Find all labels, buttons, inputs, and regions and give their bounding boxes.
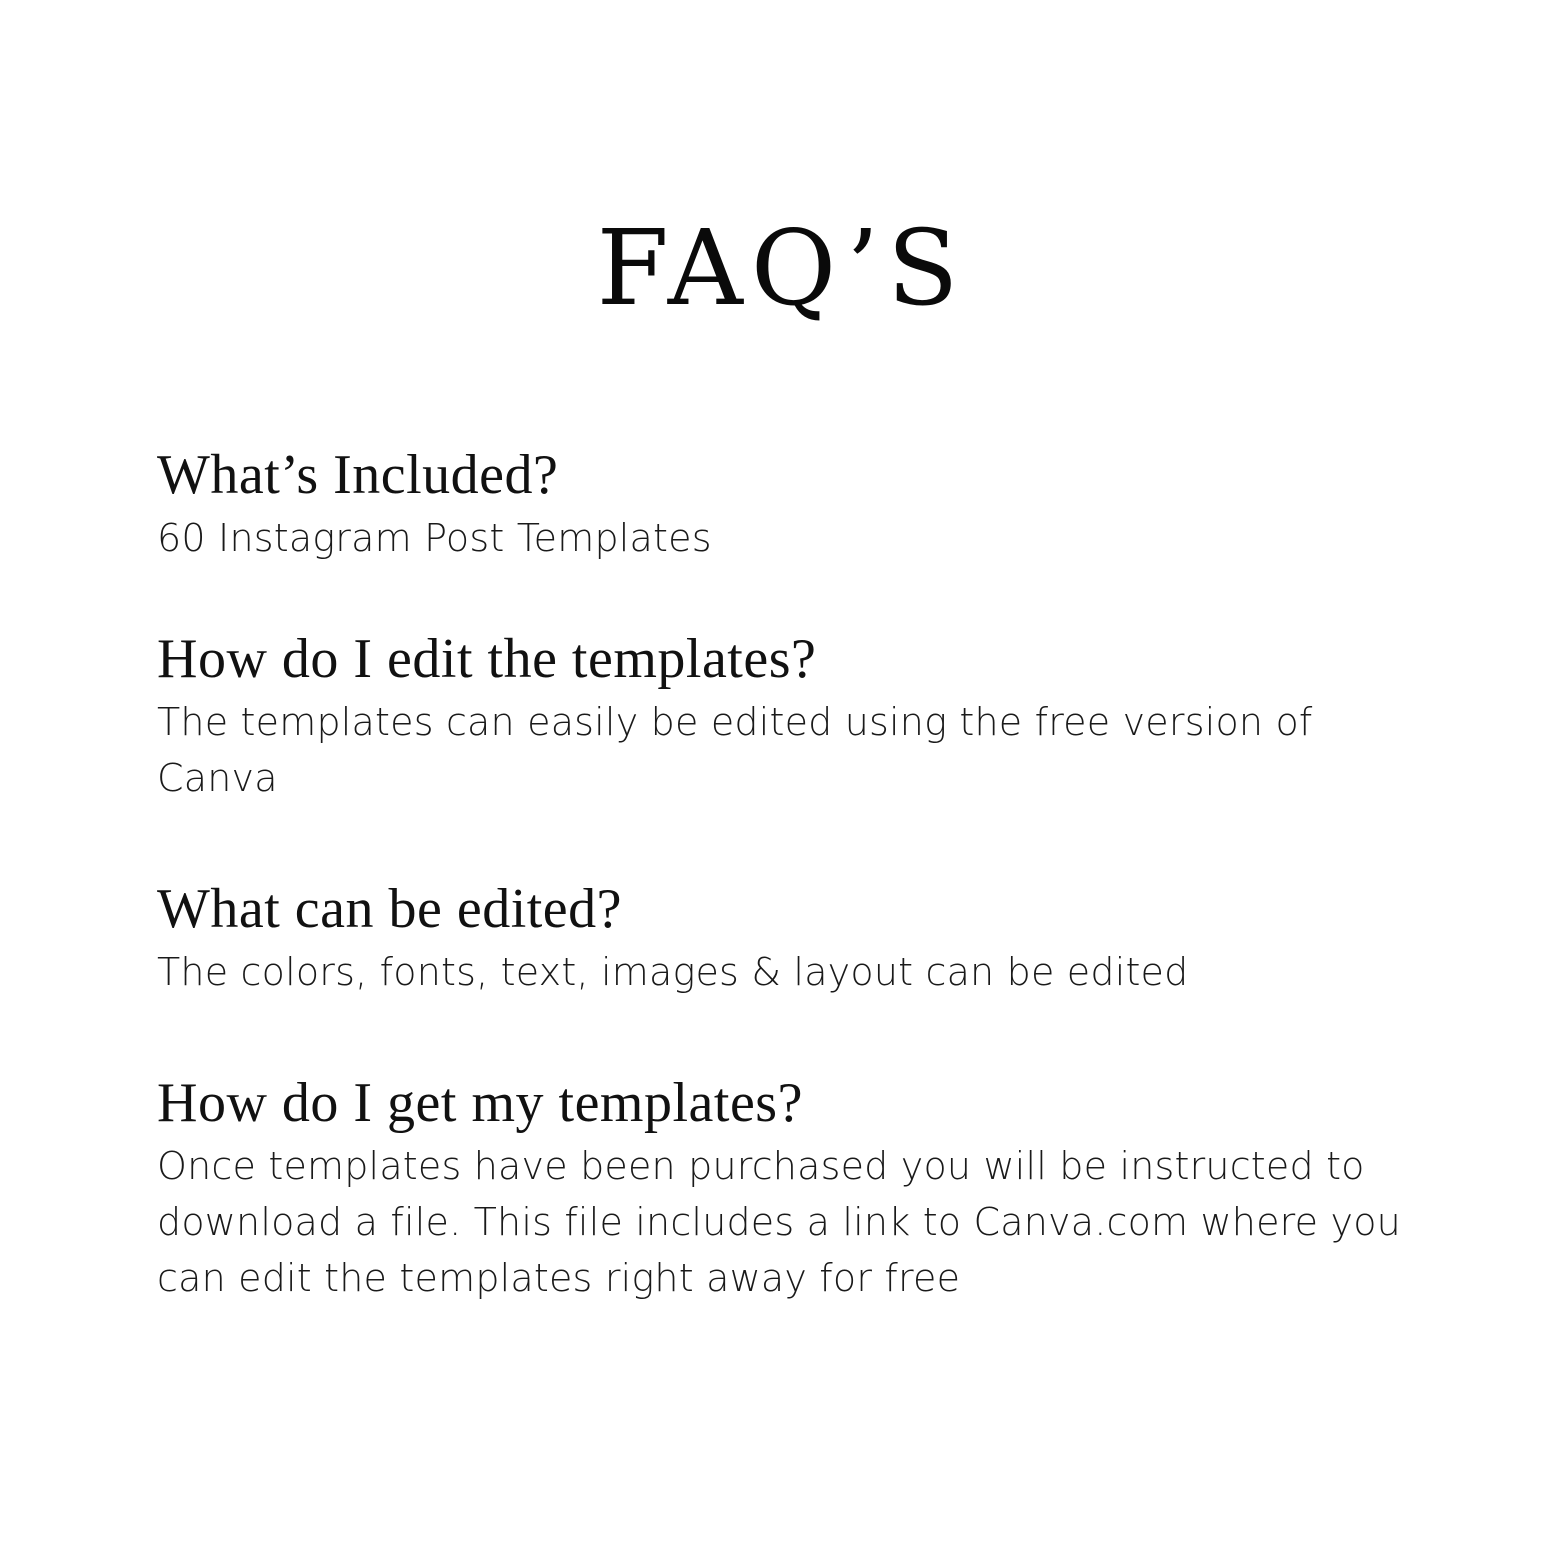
faq-answer: The templates can easily be edited using the free version of Canva (157, 700, 1313, 800)
faq-question: How do I edit the templates? (157, 628, 817, 690)
faq-question: What’s Included? (157, 444, 559, 506)
page-title: FAQ’S (596, 207, 967, 329)
faq-item-how-to-get (157, 1068, 1417, 1306)
faq-question: What can be edited? (157, 878, 623, 940)
faq-item-how-to-edit (157, 624, 1417, 806)
faq-answer: The colors, fonts, text, images & layout can be edited (157, 950, 1189, 994)
faq-list (157, 440, 1417, 1364)
faq-answer: Once templates have been purchased you will be instructed to download a file. This file includes a link to Canva.com where you can edit the templates right away for free (157, 1144, 1401, 1300)
faq-answer: 60 Instagram Post Templates (157, 516, 712, 560)
faq-item-whats-included (157, 440, 1417, 566)
faq-question: How do I get my templates? (157, 1072, 803, 1134)
faq-item-what-can-be-edited (157, 874, 1417, 1000)
